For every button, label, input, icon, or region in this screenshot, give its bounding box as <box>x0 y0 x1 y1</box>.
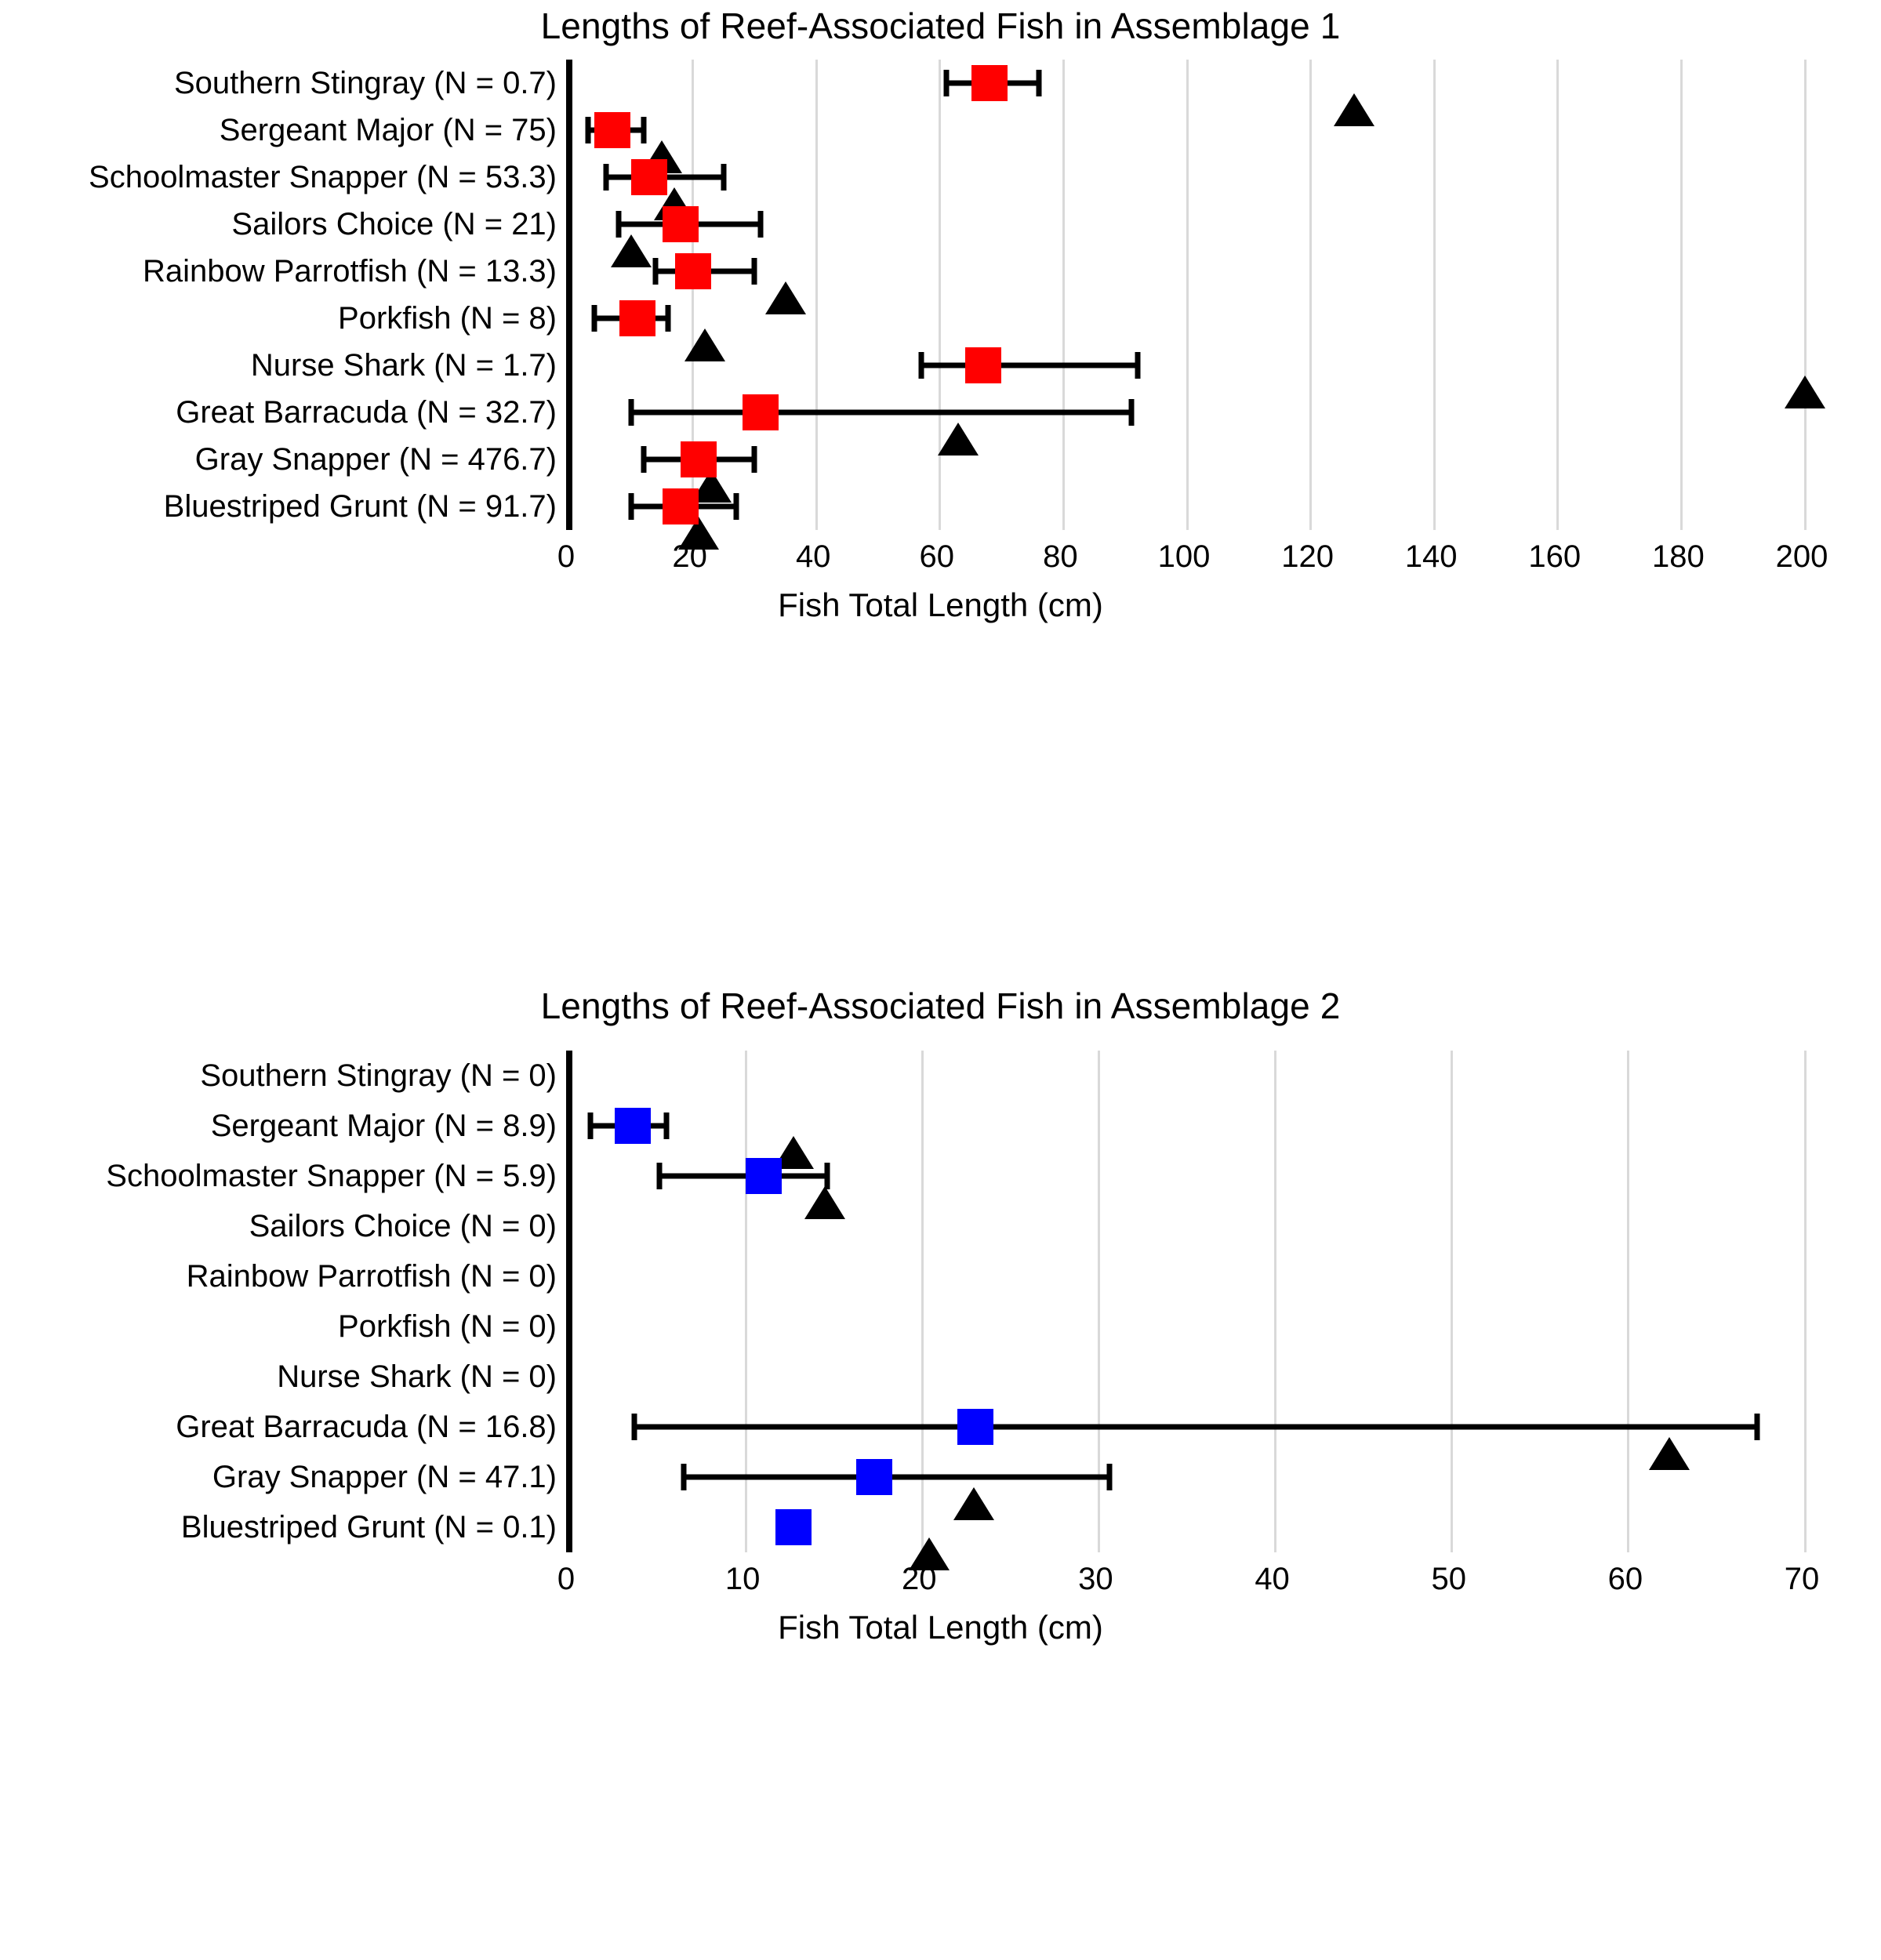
category-label: Sailors Choice (N = 0) <box>249 1209 557 1243</box>
max-length-triangle-marker <box>611 234 652 267</box>
whisker-cap <box>824 1163 830 1189</box>
mean-length-square-marker <box>663 488 699 524</box>
whisker-cap <box>1129 399 1135 426</box>
gridline <box>1451 1051 1453 1552</box>
x-tick-label: 30 <box>1078 1562 1113 1596</box>
max-length-triangle-marker <box>1649 1437 1690 1470</box>
gridline <box>1804 60 1807 530</box>
whisker-cap <box>1135 352 1140 379</box>
gridline <box>815 60 818 530</box>
x-tick-label: 100 <box>1157 539 1211 574</box>
whisker-cap <box>653 258 659 285</box>
chart-2-title: Lengths of Reef-Associated Fish in Assemblage 2 <box>540 985 1341 1026</box>
x-tick-label: 120 <box>1281 539 1334 574</box>
category-label: Sailors Choice (N = 21) <box>231 207 557 241</box>
chart-2-plot-wrap <box>0 1051 1881 1646</box>
x-tick-label: 50 <box>1431 1562 1466 1596</box>
chart-2-x-tick-labels <box>557 1562 1820 1601</box>
chart-1-plot-area <box>566 60 1805 530</box>
category-label: Great Barracuda (N = 16.8) <box>176 1410 557 1444</box>
whisker-cap <box>733 493 739 520</box>
mean-length-square-marker <box>663 206 699 242</box>
range-whisker <box>684 1475 1109 1480</box>
chart-1-x-tick-labels <box>557 539 1828 579</box>
max-length-triangle-marker <box>1785 376 1825 408</box>
x-tick-label: 20 <box>902 1562 937 1596</box>
max-length-triangle-marker <box>765 281 806 314</box>
category-label: Porkfish (N = 8) <box>338 301 557 336</box>
whisker-cap <box>752 258 757 285</box>
whisker-cap <box>588 1112 594 1139</box>
x-tick-label: 140 <box>1404 539 1458 574</box>
category-label: Schoolmaster Snapper (N = 53.3) <box>89 160 557 194</box>
whisker-cap <box>641 117 646 143</box>
mean-length-square-marker <box>619 300 655 336</box>
x-tick-label: 160 <box>1528 539 1581 574</box>
mean-length-square-marker <box>743 394 779 430</box>
whisker-cap <box>641 446 646 473</box>
mean-length-square-marker <box>856 1459 892 1495</box>
category-label: Nurse Shark (N = 0) <box>277 1359 557 1394</box>
y-axis-line <box>569 60 572 530</box>
category-label: Sergeant Major (N = 8.9) <box>210 1109 557 1143</box>
category-label: Gray Snapper (N = 47.1) <box>212 1460 557 1494</box>
x-tick-label: 70 <box>1784 1562 1820 1596</box>
whisker-cap <box>919 352 924 379</box>
x-tick-label: 40 <box>1255 1562 1290 1596</box>
range-whisker <box>634 1425 1757 1430</box>
gridline <box>1433 60 1436 530</box>
x-tick-label: 200 <box>1775 539 1828 574</box>
whisker-cap <box>604 164 609 191</box>
whisker-cap <box>758 211 764 238</box>
whisker-cap <box>591 305 597 332</box>
category-label: Rainbow Parrotfish (N = 0) <box>186 1259 557 1294</box>
x-tick-label: 40 <box>795 539 831 574</box>
range-whisker <box>631 410 1131 416</box>
chart-1-title: Lengths of Reef-Associated Fish in Assemblage 1 <box>540 5 1341 46</box>
x-tick-label: 0 <box>557 1562 576 1596</box>
chart-1-category-labels <box>0 60 557 530</box>
mean-length-square-marker <box>615 1108 651 1144</box>
range-whisker <box>921 363 1138 368</box>
whisker-cap <box>632 1414 637 1440</box>
category-label: Great Barracuda (N = 32.7) <box>176 395 557 430</box>
chart-2-category-labels <box>0 1051 557 1552</box>
chart-2-x-axis-title: Fish Total Length (cm) <box>778 1609 1103 1646</box>
x-tick-label: 0 <box>557 539 576 574</box>
chart-1-plot-wrap <box>0 60 1881 623</box>
gridline <box>1274 1051 1276 1552</box>
category-label: Gray Snapper (N = 476.7) <box>194 442 557 477</box>
category-label: Porkfish (N = 0) <box>338 1309 557 1344</box>
whisker-cap <box>1755 1414 1760 1440</box>
gridline <box>939 60 941 530</box>
chart-assemblage-1 <box>0 0 1881 623</box>
chart-2-plot-area <box>566 1051 1805 1552</box>
category-label: Southern Stingray (N = 0) <box>200 1058 557 1093</box>
x-tick-label: 60 <box>919 539 955 574</box>
x-tick-label: 180 <box>1652 539 1705 574</box>
max-length-triangle-marker <box>1334 93 1374 126</box>
x-tick-label: 20 <box>672 539 707 574</box>
mean-length-square-marker <box>965 347 1001 383</box>
max-length-triangle-marker <box>684 328 725 361</box>
mean-length-square-marker <box>746 1158 782 1194</box>
whisker-cap <box>585 117 590 143</box>
whisker-cap <box>663 1112 669 1139</box>
mean-length-square-marker <box>675 253 711 289</box>
whisker-cap <box>752 446 757 473</box>
mean-length-square-marker <box>971 65 1008 101</box>
gridline <box>1062 60 1065 530</box>
gridline <box>1804 1051 1807 1552</box>
mean-length-square-marker <box>681 441 717 477</box>
whisker-cap <box>721 164 727 191</box>
whisker-cap <box>628 493 634 520</box>
whisker-cap <box>1106 1464 1112 1490</box>
x-tick-label: 60 <box>1607 1562 1643 1596</box>
max-length-triangle-marker <box>953 1487 994 1520</box>
gridline <box>1309 60 1312 530</box>
x-tick-label: 10 <box>724 1562 761 1596</box>
category-label: Sergeant Major (N = 75) <box>219 113 557 147</box>
mean-length-square-marker <box>631 159 667 195</box>
category-label: Southern Stingray (N = 0.7) <box>173 66 557 100</box>
range-whisker <box>659 1174 827 1179</box>
max-length-triangle-marker <box>804 1186 845 1219</box>
gridline <box>1556 60 1559 530</box>
category-label: Bluestriped Grunt (N = 91.7) <box>163 489 557 524</box>
mean-length-square-marker <box>775 1509 812 1545</box>
gridline <box>1627 1051 1629 1552</box>
y-axis-line <box>569 1051 572 1552</box>
mean-length-square-marker <box>594 112 630 148</box>
whisker-cap <box>656 1163 662 1189</box>
whisker-cap <box>681 1464 687 1490</box>
category-label: Rainbow Parrotfish (N = 13.3) <box>142 254 557 289</box>
category-label: Nurse Shark (N = 1.7) <box>250 348 557 383</box>
whisker-cap <box>666 305 671 332</box>
whisker-cap <box>616 211 622 238</box>
whisker-cap <box>943 70 949 96</box>
mean-length-square-marker <box>957 1409 993 1445</box>
whisker-cap <box>1036 70 1041 96</box>
chart-1-x-axis-title: Fish Total Length (cm) <box>778 586 1103 623</box>
category-label: Schoolmaster Snapper (N = 5.9) <box>106 1159 557 1193</box>
gridline <box>1186 60 1189 530</box>
chart-assemblage-2 <box>0 980 1881 1646</box>
whisker-cap <box>628 399 634 426</box>
category-label: Bluestriped Grunt (N = 0.1) <box>180 1510 557 1544</box>
max-length-triangle-marker <box>938 423 979 456</box>
x-tick-label: 80 <box>1043 539 1078 574</box>
gridline <box>1680 60 1683 530</box>
